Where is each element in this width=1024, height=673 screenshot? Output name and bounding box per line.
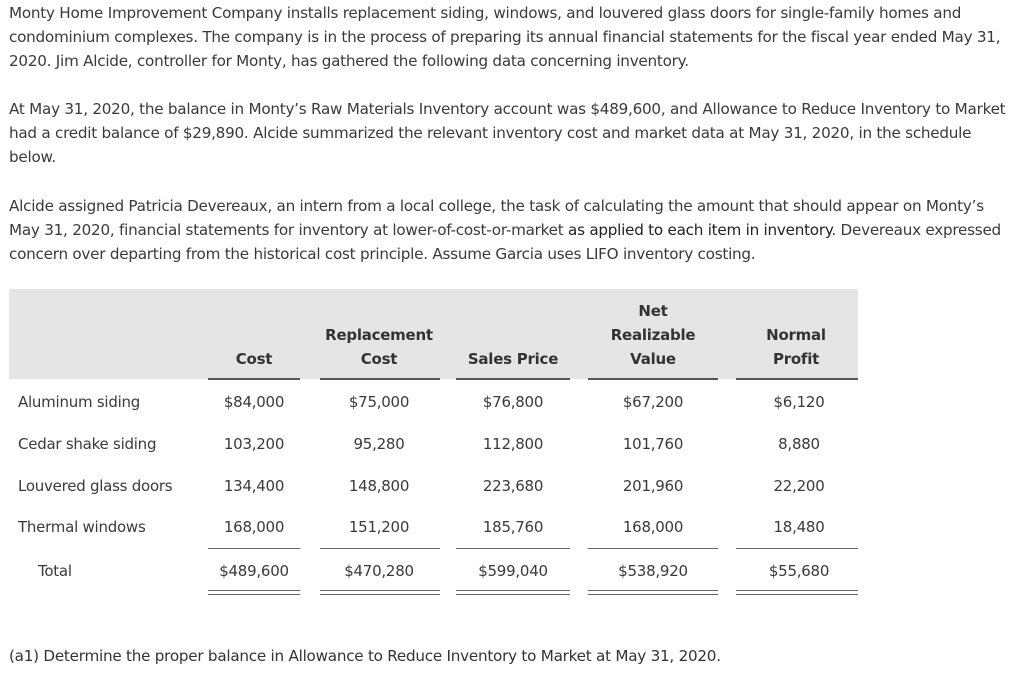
total-label: Total (38, 562, 72, 580)
cell-profit: 22,200 (773, 477, 825, 495)
total-double-rule (320, 590, 440, 595)
header-nrv-line1: Net (638, 302, 668, 320)
cell-nrv: $67,200 (622, 393, 684, 411)
total-nrv: $538,920 (618, 562, 688, 580)
header-nrv-line3: Value (630, 350, 676, 368)
total-profit: $55,680 (768, 562, 830, 580)
cell-nrv: 168,000 (622, 518, 684, 536)
row-label: Thermal windows (18, 518, 146, 536)
header-replacement-line1: Replacement (325, 326, 433, 344)
header-rule (588, 378, 718, 380)
header-rule (320, 378, 440, 380)
cell-cost: 134,400 (223, 477, 285, 495)
total-double-rule (456, 590, 570, 595)
assignment-text-c: . Devereaux expressed concern over departing from the historical cost principle. Assume Garcia uses LIFO inventory costing. (9, 221, 1001, 263)
header-rule (456, 378, 570, 380)
cell-sales: 185,760 (482, 518, 544, 536)
total-cost: $489,600 (219, 562, 289, 580)
header-profit-line1: Normal (766, 326, 826, 344)
row-label: Aluminum siding (18, 393, 141, 411)
cell-replacement: 151,200 (348, 518, 410, 536)
cell-replacement: 95,280 (353, 435, 405, 453)
header-replacement-line2: Cost (360, 350, 398, 368)
header-rule (208, 378, 300, 380)
cell-sales: $76,800 (482, 393, 544, 411)
subtotal-rule (736, 548, 858, 549)
cell-cost: 103,200 (223, 435, 285, 453)
cell-nrv: 101,760 (622, 435, 684, 453)
cell-nrv: 201,960 (622, 477, 684, 495)
assignment-text-a: Alcide assigned Patricia Devereaux, an intern from a local college, the task of calculating the amount that should appear on Monty’s May 31, 2020, financial statements for inventory at lower-of-cost-or-market (9, 197, 984, 239)
subtotal-rule (456, 548, 570, 549)
header-sales-price: Sales Price (467, 350, 559, 368)
subtotal-rule (208, 548, 300, 549)
cell-replacement: $75,000 (348, 393, 410, 411)
total-double-rule (208, 590, 300, 595)
cell-profit: $6,120 (773, 393, 825, 411)
header-cost: Cost (235, 350, 273, 368)
subtotal-rule (588, 548, 718, 549)
balance-paragraph: At May 31, 2020, the balance in Monty’s Raw Materials Inventory account was $489,600, and Allowance to Reduce Inventory to Market had a credit balance of $29,890. Alcide summarized the relevant inventory cost and market data at May 31, 2020, in the schedule below. (9, 100, 1006, 166)
total-sales: $599,040 (478, 562, 548, 580)
cell-sales: 223,680 (482, 477, 544, 495)
cell-cost: 168,000 (223, 518, 285, 536)
cell-replacement: 148,800 (348, 477, 410, 495)
header-nrv-line2: Realizable (610, 326, 696, 344)
inventory-schedule-table (9, 289, 858, 599)
cell-profit: 8,880 (778, 435, 820, 453)
assignment-emphasis: as applied to each item in inventory (563, 221, 832, 239)
subtotal-rule (320, 548, 440, 549)
header-rule (736, 378, 858, 380)
header-profit-line2: Profit (772, 350, 820, 368)
question-a1: (a1) Determine the proper balance in Allowance to Reduce Inventory to Market at May 31, 2020. (9, 647, 721, 665)
row-label: Louvered glass doors (18, 477, 173, 495)
total-double-rule (736, 590, 858, 595)
cell-sales: 112,800 (482, 435, 544, 453)
cell-profit: 18,480 (773, 518, 825, 536)
intro-paragraph: Monty Home Improvement Company installs replacement siding, windows, and louvered glass doors for single-family homes and condominium complexes. The company is in the process of preparing its annual financial statements for the fiscal year ended May 31, 2020. Jim Alcide, controller for Monty, has gathered the following data concerning inventory. (9, 4, 1001, 70)
row-label: Cedar shake siding (18, 435, 157, 453)
assignment-paragraph (9, 194, 1019, 266)
cell-cost: $84,000 (223, 393, 285, 411)
total-double-rule (588, 590, 718, 595)
total-replacement: $470,280 (344, 562, 414, 580)
